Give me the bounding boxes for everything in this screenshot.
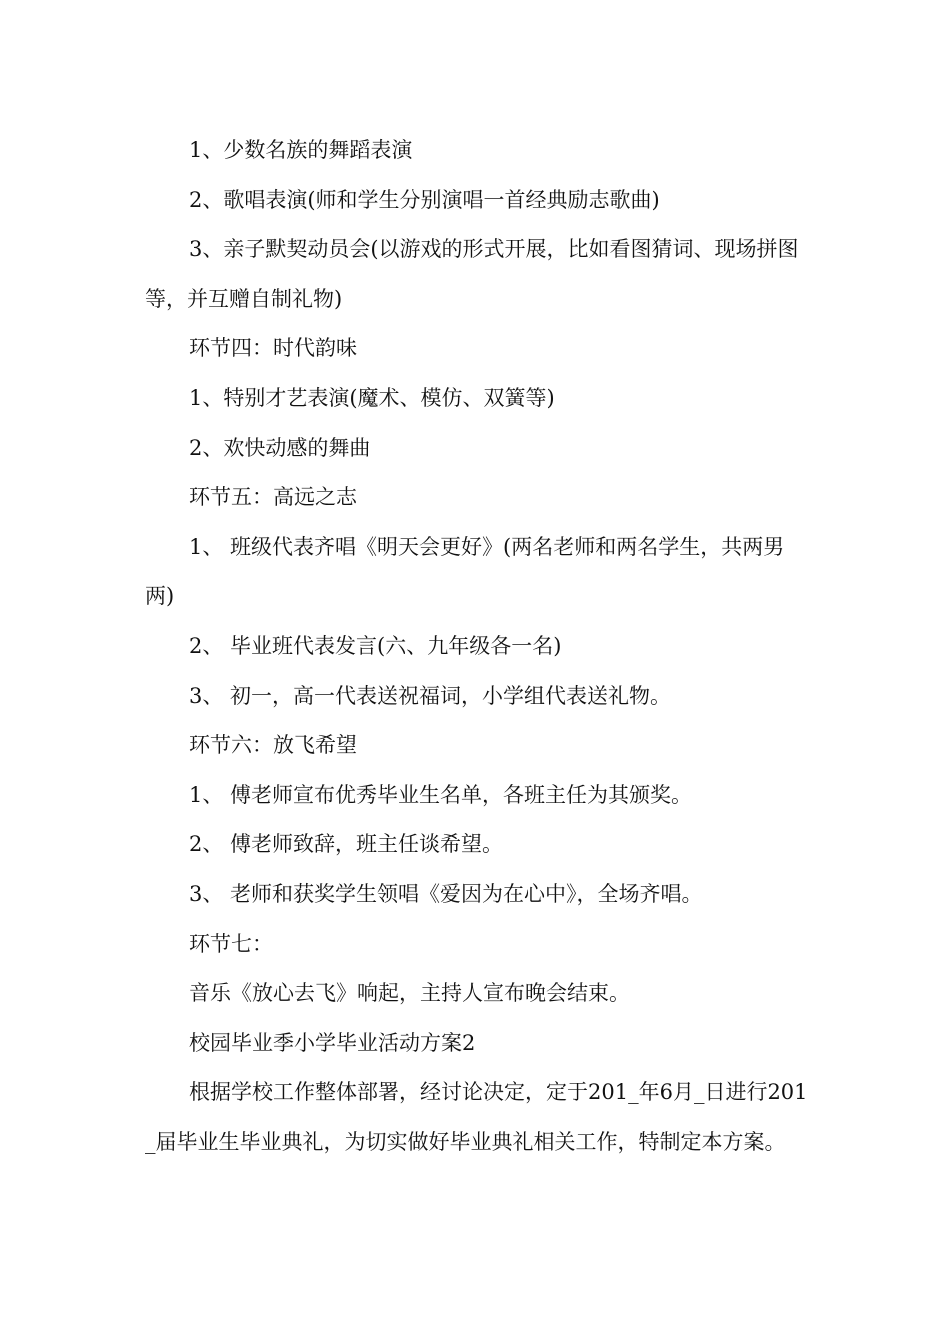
- paragraph-class-chorus: 1、 班级代表齐唱《明天会更好》(两名老师和两名学生，共两男两): [145, 534, 785, 609]
- paragraph-singing-performance: 2、歌唱表演(师和学生分别演唱一首经典励志歌曲): [189, 187, 660, 212]
- paragraph-closing: 音乐《放心去飞》响起，主持人宣布晚会结束。: [189, 981, 630, 1006]
- paragraph-lead-singing: 3、 老师和获奖学生领唱《爱因为在心中》，全场齐唱。: [189, 881, 703, 906]
- section-heading-5: 环节五：高远之志: [189, 485, 357, 510]
- paragraph-teacher-speech: 2、 傅老师致辞，班主任谈希望。: [189, 832, 504, 857]
- document-body: [145, 126, 810, 1167]
- paragraph-plan-intro: 根据学校工作整体部署，经讨论决定，定于201_年6月_日进行201_届毕业生毕业典礼，为切实做好毕业典礼相关工作，特制定本方案。: [145, 1080, 808, 1154]
- section-heading-6: 环节六：放飞希望: [189, 733, 357, 758]
- paragraph-dance-music: 2、欢快动感的舞曲: [189, 435, 371, 460]
- section-heading-7: 环节七：: [189, 931, 273, 956]
- paragraph-blessings-gifts: 3、 初一，高一代表送祝福词，小学组代表送礼物。: [189, 683, 672, 708]
- section-heading-4: 环节四：时代韵味: [189, 336, 357, 361]
- paragraph-graduate-speech: 2、 毕业班代表发言(六、九年级各一名): [189, 633, 562, 658]
- paragraph-dance-performance: 1、少数名族的舞蹈表演: [189, 138, 413, 162]
- paragraph-award-announcement: 1、 傅老师宣布优秀毕业生名单，各班主任为其颁奖。: [189, 782, 693, 807]
- plan-title-2: 校园毕业季小学毕业活动方案2: [189, 1030, 476, 1055]
- paragraph-parent-child-game: 3、亲子默契动员会(以游戏的形式开展，比如看图猜词、现场拼图等，并互赠自制礼物): [145, 237, 799, 311]
- paragraph-talent-show: 1、特别才艺表演(魔术、模仿、双簧等): [189, 385, 555, 410]
